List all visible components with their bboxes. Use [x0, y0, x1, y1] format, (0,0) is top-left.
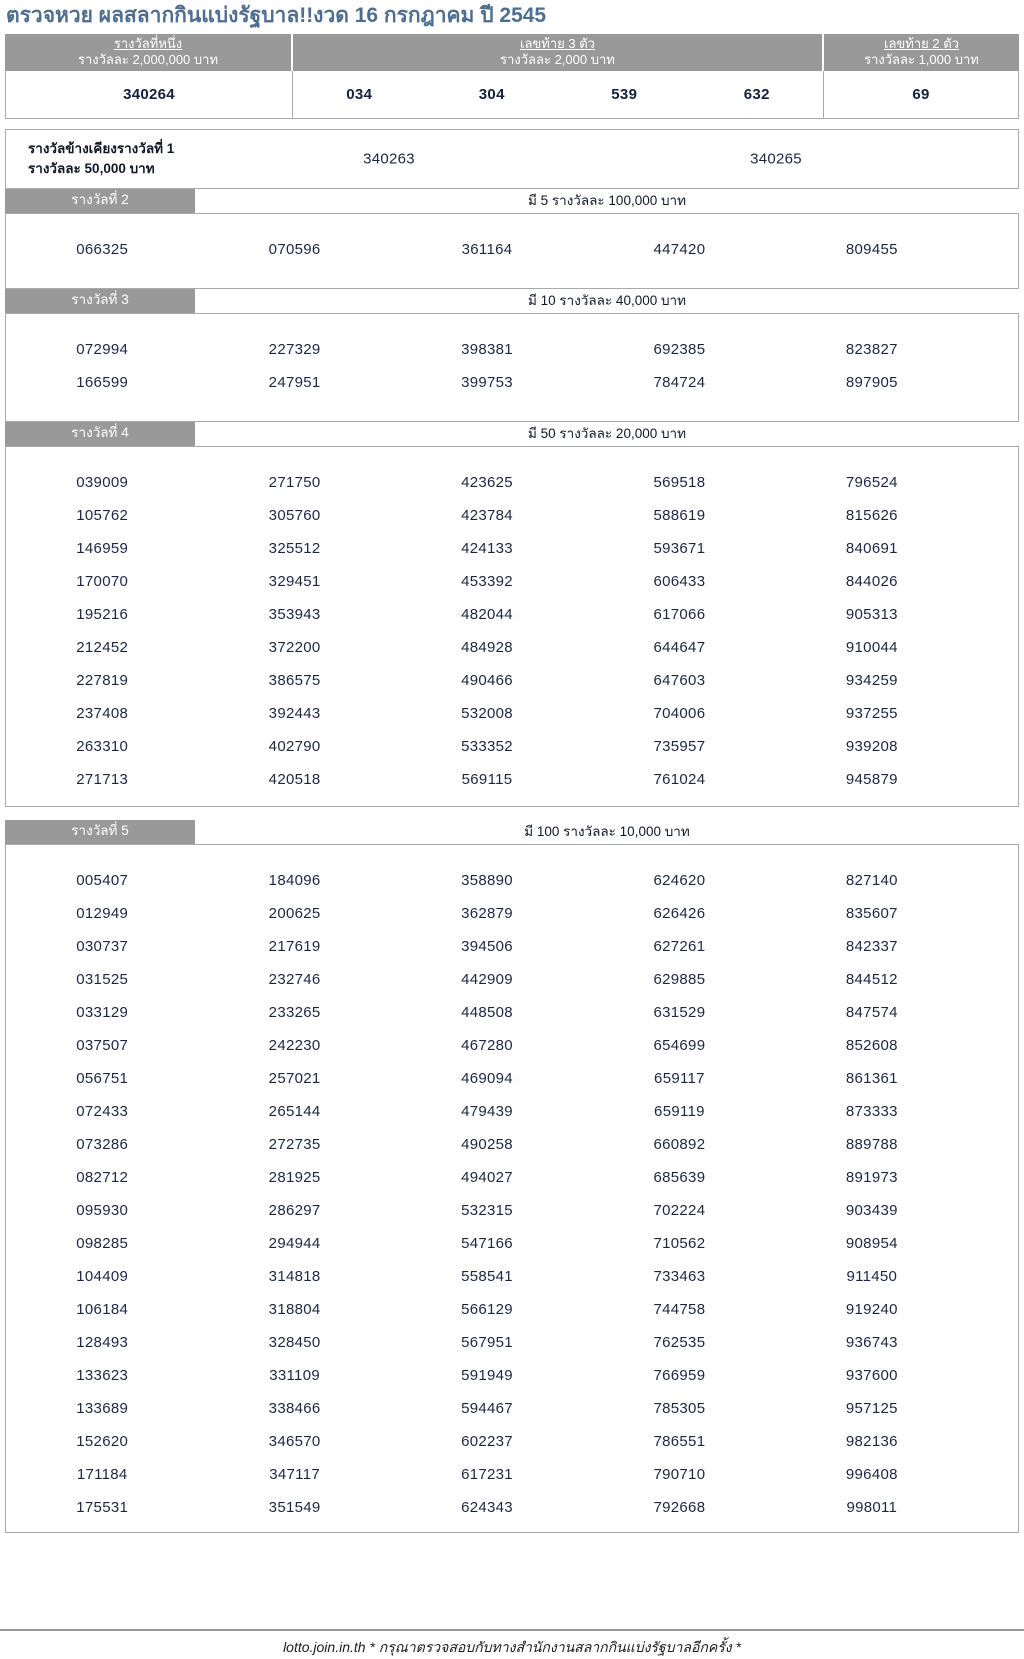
prize-number: 937600: [845, 1367, 898, 1384]
prize-number: 631529: [653, 1004, 706, 1021]
prize-number: 567951: [461, 1334, 513, 1351]
prize-number: 957125: [845, 1400, 898, 1417]
two-digit-header-cell: [824, 34, 1019, 71]
prize-band-info: มี 100 รางวัลละ 10,000 บาท: [524, 824, 690, 839]
two-digit-label: เลขท้าย 2 ตัว: [884, 36, 959, 51]
prize-number: 704006: [653, 705, 706, 722]
three-digit-numbers: [292, 71, 824, 118]
prize-number: 328450: [268, 1334, 321, 1351]
prize-number: 212452: [76, 639, 129, 656]
prize-number: 842337: [845, 938, 898, 955]
prize-number: 490466: [461, 672, 513, 689]
prize-number: 733463: [653, 1268, 706, 1285]
first-prize-header-cell: [5, 34, 291, 71]
prize-number: 033129: [76, 1004, 129, 1021]
prize-number-row: [6, 631, 968, 664]
prize-number-row: [6, 897, 968, 930]
prize-number: 133623: [76, 1367, 129, 1384]
prize-number: 347117: [269, 1466, 320, 1483]
prize-number: 629885: [653, 971, 706, 988]
prize-number: 152620: [76, 1433, 129, 1450]
prize-number: 082712: [76, 1169, 129, 1186]
prize-number: 012949: [76, 905, 129, 922]
prize-number: 098285: [76, 1235, 129, 1252]
prize-number: 660892: [653, 1136, 706, 1153]
top-prize-header: [5, 34, 1019, 71]
prize-number: 617231: [461, 1466, 513, 1483]
prize-number: 469094: [461, 1070, 513, 1087]
prize-number: 200625: [268, 905, 321, 922]
prize-number: 402790: [268, 738, 321, 755]
three-digit-label: เลขท้าย 3 ตัว: [520, 36, 595, 51]
adjacent-prize-label-line2: รางวัลละ 50,000 บาท: [28, 161, 155, 176]
prize-number: 106184: [76, 1301, 129, 1318]
prize-number: 910044: [845, 639, 898, 656]
prize-number: 442909: [461, 971, 513, 988]
prize-number: 873333: [845, 1103, 898, 1120]
prize-number: 761024: [653, 771, 706, 788]
prize-number-row: [6, 963, 968, 996]
prize-section: [5, 820, 1019, 1533]
prize-number: 171184: [76, 1466, 128, 1483]
prize-number-row: [6, 565, 968, 598]
prize-sections: [5, 189, 1019, 1533]
prize-number: 840691: [845, 540, 898, 557]
top-prize-values: [5, 71, 1019, 119]
prize-number: 897905: [845, 374, 898, 391]
prize-section: [5, 422, 1019, 807]
prize-number: 482044: [461, 606, 513, 623]
prize-number: 227329: [268, 341, 321, 358]
adjacent-prize-number: 340265: [750, 150, 802, 168]
prize-number-row: [6, 1260, 968, 1293]
prize-band-label: รางวัลที่ 3: [5, 289, 195, 313]
prize-band: [5, 422, 1019, 446]
prize-number: 105762: [76, 507, 129, 524]
prize-number: 227819: [76, 672, 129, 689]
prize-number: 911450: [846, 1268, 898, 1285]
prize-number-row: [6, 366, 968, 399]
prize-number: 479439: [461, 1103, 513, 1120]
prize-band-info: มี 10 รางวัลละ 40,000 บาท: [527, 293, 687, 308]
adjacent-prize-label: [28, 139, 174, 179]
prize-number: 195216: [76, 606, 129, 623]
prize-number: 844512: [845, 971, 898, 988]
three-digit-number: 632: [743, 86, 770, 103]
prize-number: 823827: [845, 341, 898, 358]
three-digit-amount: รางวัลละ 2,000 บาท: [500, 52, 615, 67]
prize-number: 281925: [268, 1169, 321, 1186]
prize-number-row: [6, 1194, 968, 1227]
three-digit-number: 034: [346, 86, 373, 103]
adjacent-prize-box: [5, 129, 1019, 189]
prize-number: 827140: [845, 872, 898, 889]
prize-number: 647603: [653, 672, 706, 689]
three-digit-header-cell: [293, 34, 822, 71]
prize-number-row: [6, 1161, 968, 1194]
prize-number: 533352: [461, 738, 513, 755]
prize-band-info: มี 50 รางวัลละ 20,000 บาท: [527, 426, 687, 441]
footer-site: lotto.join.in.th: [283, 1639, 366, 1655]
prize-number: 532315: [461, 1202, 513, 1219]
prize-number-row: [6, 763, 968, 796]
prize-number: 072994: [76, 341, 129, 358]
prize-band-label: รางวัลที่ 4: [5, 422, 195, 446]
prize-number: 184096: [268, 872, 321, 889]
footer-text: [5, 1631, 1019, 1659]
prize-number: 217619: [268, 938, 321, 955]
page-title: ตรวจหวย ผลสลากกินแบ่งรัฐบาล!!งวด 16 กรกฎาคม ปี 2545: [6, 4, 547, 27]
prize-number: 532008: [461, 705, 513, 722]
prize-number: 558541: [461, 1268, 513, 1285]
prize-number-row: [6, 664, 968, 697]
prize-numbers-box: [5, 313, 1019, 422]
prize-number-row: [6, 864, 968, 897]
prize-number: 386575: [268, 672, 321, 689]
prize-number: 346570: [268, 1433, 321, 1450]
prize-number: 030737: [76, 938, 129, 955]
prize-number: 844026: [845, 573, 898, 590]
prize-number: 095930: [76, 1202, 129, 1219]
prize-number: 484928: [461, 639, 513, 656]
prize-number: 602237: [461, 1433, 513, 1450]
prize-number: 735957: [653, 738, 706, 755]
prize-number: 654699: [653, 1037, 706, 1054]
lottery-results-page: [0, 1, 1024, 1659]
footer-note: * กรุณาตรวจสอบกับทางสำนักงานสลากกินแบ่งรัฐบาลอีกครั้ง *: [369, 1639, 741, 1655]
prize-number-row: [6, 598, 968, 631]
prize-number: 644647: [653, 639, 706, 656]
prize-number: 005407: [76, 872, 129, 889]
prize-number-row: [6, 930, 968, 963]
prize-number: 784724: [653, 374, 706, 391]
prize-band: [5, 820, 1019, 844]
prize-number: 361164: [461, 241, 513, 258]
prize-number-row: [6, 1425, 968, 1458]
prize-number: 809455: [845, 241, 898, 258]
prize-number: 265144: [268, 1103, 321, 1120]
prize-number-row: [6, 1062, 968, 1095]
prize-number: 852608: [845, 1037, 898, 1054]
prize-number: 792668: [653, 1499, 706, 1516]
prize-number: 919240: [845, 1301, 898, 1318]
prize-number: 569518: [653, 474, 706, 491]
prize-number-row: [6, 1491, 968, 1524]
prize-number: 272735: [268, 1136, 321, 1153]
prize-number: 104409: [76, 1268, 129, 1285]
prize-number: 073286: [76, 1136, 129, 1153]
prize-number: 232746: [268, 971, 321, 988]
prize-number: 331109: [269, 1367, 320, 1384]
prize-number: 937255: [845, 705, 898, 722]
prize-number: 351549: [268, 1499, 321, 1516]
prize-number-row: [6, 1227, 968, 1260]
prize-band: [5, 289, 1019, 313]
prize-number: 257021: [268, 1070, 321, 1087]
prize-number: 685639: [653, 1169, 706, 1186]
prize-number: 847574: [845, 1004, 898, 1021]
prize-number: 903439: [845, 1202, 898, 1219]
first-prize-label: รางวัลที่หนึ่ง: [113, 36, 183, 51]
prize-number-row: [6, 996, 968, 1029]
prize-number: 624620: [653, 872, 706, 889]
prize-number: 056751: [76, 1070, 129, 1087]
prize-number-row: [6, 499, 968, 532]
prize-number: 766959: [653, 1367, 706, 1384]
prize-number: 744758: [653, 1301, 706, 1318]
prize-number: 039009: [76, 474, 129, 491]
prize-number-row: [6, 1359, 968, 1392]
prize-number: 325512: [268, 540, 321, 557]
prize-number: 796524: [845, 474, 898, 491]
prize-number-row: [6, 1458, 968, 1491]
prize-number: 905313: [845, 606, 898, 623]
prize-number: 762535: [653, 1334, 706, 1351]
prize-number: 566129: [461, 1301, 513, 1318]
prize-number: 659117: [654, 1070, 705, 1087]
prize-number: 286297: [268, 1202, 321, 1219]
prize-number: 247951: [268, 374, 321, 391]
prize-number: 936743: [845, 1334, 898, 1351]
prize-number: 037507: [76, 1037, 129, 1054]
footer: [5, 1629, 1019, 1659]
prize-number: 591949: [461, 1367, 513, 1384]
prize-number: 066325: [76, 241, 129, 258]
prize-number: 329451: [268, 573, 321, 590]
prize-section: [5, 189, 1019, 289]
prize-number-row: [6, 697, 968, 730]
prize-number: 861361: [845, 1070, 898, 1087]
prize-section: [5, 289, 1019, 422]
prize-number: 786551: [653, 1433, 706, 1450]
prize-number: 448508: [461, 1004, 513, 1021]
prize-number: 305760: [268, 507, 321, 524]
prize-number: 070596: [268, 241, 321, 258]
prize-number: 166599: [76, 374, 129, 391]
three-digit-number: 304: [478, 86, 505, 103]
prize-number: 399753: [461, 374, 513, 391]
prize-number-row: [6, 1293, 968, 1326]
prize-number: 939208: [845, 738, 898, 755]
prize-number: 710562: [653, 1235, 706, 1252]
prize-number: 271750: [268, 474, 321, 491]
prize-number: 982136: [845, 1433, 898, 1450]
prize-number: 996408: [845, 1466, 898, 1483]
prize-number-row: [6, 1392, 968, 1425]
prize-number: 588619: [653, 507, 706, 524]
prize-number: 318804: [268, 1301, 321, 1318]
prize-number: 237408: [76, 705, 129, 722]
prize-number: 627261: [653, 938, 706, 955]
prize-number: 146959: [76, 540, 129, 557]
prize-number: 790710: [653, 1466, 706, 1483]
prize-number: 692385: [653, 341, 706, 358]
prize-number: 392443: [268, 705, 321, 722]
prize-number: 233265: [268, 1004, 321, 1021]
prize-number-row: [6, 333, 968, 366]
prize-number: 128493: [76, 1334, 129, 1351]
prize-number: 175531: [76, 1499, 129, 1516]
prize-number-row: [6, 532, 968, 565]
prize-number: 702224: [653, 1202, 706, 1219]
prize-number: 908954: [845, 1235, 898, 1252]
prize-number: 398381: [461, 341, 513, 358]
adjacent-prize-number: 340263: [363, 150, 415, 168]
prize-number-row: [6, 730, 968, 763]
prize-numbers-box: [5, 844, 1019, 1533]
prize-number: 447420: [653, 241, 706, 258]
prize-number: 271713: [76, 771, 129, 788]
prize-number: 547166: [461, 1235, 513, 1252]
prize-number: 072433: [76, 1103, 129, 1120]
prize-number: 362879: [461, 905, 513, 922]
prize-band-label: รางวัลที่ 2: [5, 189, 195, 213]
prize-number: 338466: [268, 1400, 321, 1417]
prize-number: 423625: [461, 474, 513, 491]
prize-number: 394506: [461, 938, 513, 955]
prize-number: 353943: [268, 606, 321, 623]
prize-number: 314818: [268, 1268, 321, 1285]
prize-number: 594467: [461, 1400, 513, 1417]
prize-number: 606433: [653, 573, 706, 590]
prize-number: 467280: [461, 1037, 513, 1054]
prize-number: 593671: [653, 540, 706, 557]
prize-number: 423784: [461, 507, 513, 524]
prize-number: 785305: [653, 1400, 706, 1417]
prize-number: 624343: [461, 1499, 513, 1516]
two-digit-amount: รางวัลละ 1,000 บาท: [864, 52, 979, 67]
prize-number: 242230: [268, 1037, 321, 1054]
prize-number-row: [6, 1326, 968, 1359]
prize-number: 889788: [845, 1136, 898, 1153]
two-digit-number: 69: [912, 86, 930, 103]
prize-number: 372200: [268, 639, 321, 656]
prize-number: 626426: [653, 905, 706, 922]
prize-number: 659119: [654, 1103, 705, 1120]
prize-number: 934259: [845, 672, 898, 689]
prize-band-label: รางวัลที่ 5: [5, 820, 195, 844]
prize-number: 133689: [76, 1400, 129, 1417]
prize-number: 494027: [461, 1169, 513, 1186]
prize-number: 420518: [268, 771, 321, 788]
prize-number-row: [6, 1128, 968, 1161]
prize-number: 358890: [461, 872, 513, 889]
prize-number: 453392: [461, 573, 513, 590]
prize-number: 891973: [845, 1169, 898, 1186]
prize-number: 945879: [845, 771, 898, 788]
prize-number: 031525: [76, 971, 129, 988]
prize-number-row: [6, 1029, 968, 1062]
prize-number: 835607: [845, 905, 898, 922]
prize-numbers-box: [5, 446, 1019, 807]
prize-band-info: มี 5 รางวัลละ 100,000 บาท: [527, 193, 687, 208]
prize-number: 569115: [461, 771, 513, 788]
adjacent-prize-label-line1: รางวัลข้างเคียงรางวัลที่ 1: [28, 141, 175, 156]
three-digit-number: 539: [611, 86, 638, 103]
prize-number: 263310: [76, 738, 129, 755]
prize-number-row: [6, 233, 968, 266]
prize-number: 170070: [76, 573, 129, 590]
prize-number: 424133: [461, 540, 513, 557]
prize-number-row: [6, 466, 968, 499]
prize-number: 617066: [653, 606, 706, 623]
first-prize-amount: รางวัลละ 2,000,000 บาท: [77, 52, 219, 67]
prize-numbers-box: [5, 213, 1019, 289]
prize-number-row: [6, 1095, 968, 1128]
prize-number: 490258: [461, 1136, 513, 1153]
prize-number: 815626: [845, 507, 898, 524]
prize-number: 294944: [268, 1235, 321, 1252]
prize-number: 998011: [846, 1499, 898, 1516]
prize-band: [5, 189, 1019, 213]
first-prize-number: 340264: [123, 86, 175, 103]
